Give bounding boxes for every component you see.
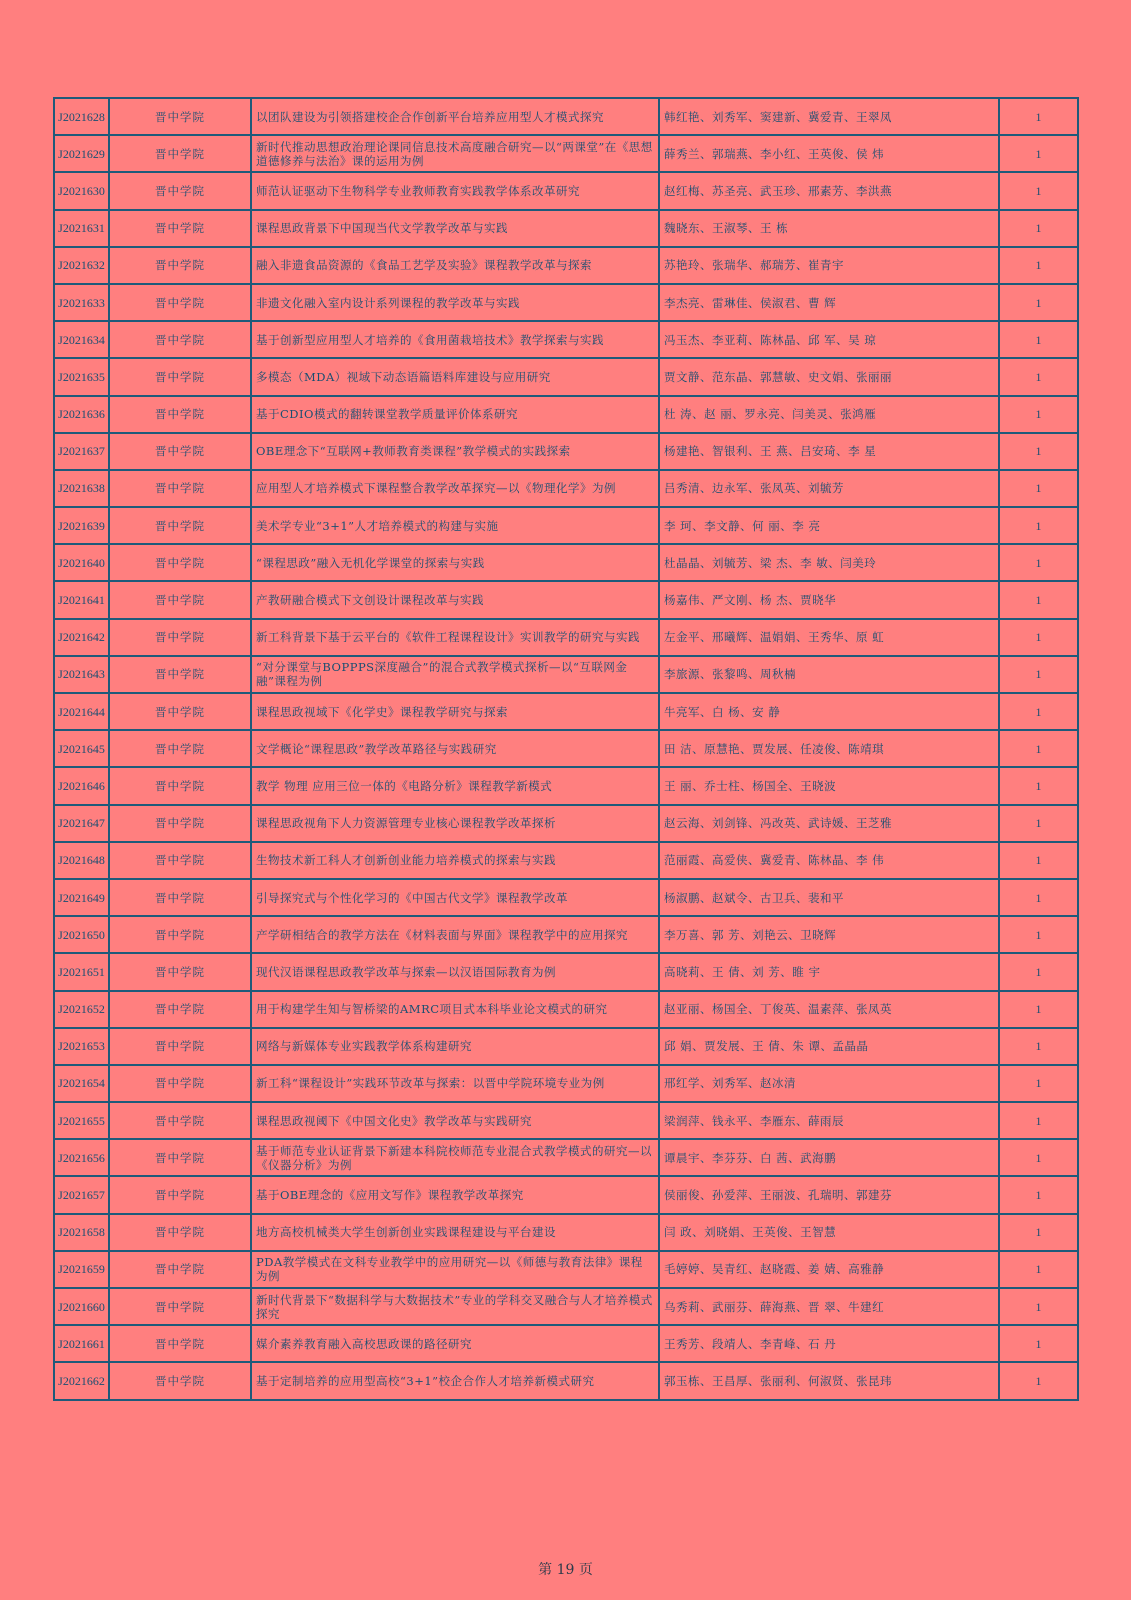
members-cell: 王秀芳、段靖人、李青峰、石 丹 (659, 1325, 999, 1362)
school-cell: 晋中学院 (109, 767, 251, 804)
project-title-cell: 基于CDIO模式的翻转课堂教学质量评价体系研究 (251, 396, 659, 433)
members-cell: 邢红学、刘秀军、赵冰清 (659, 1065, 999, 1102)
school-cell: 晋中学院 (109, 953, 251, 990)
project-title-cell: PDA教学模式在文科专业教学中的应用研究—以《师德与教育法律》课程为例 (251, 1251, 659, 1288)
project-title-cell: 用于构建学生知与智桥梁的AMRC项目式本科毕业论文模式的研究 (251, 991, 659, 1028)
project-title-cell: “对分课堂与BOPPPS深度融合”的混合式教学模式探析—以“互联网金融”课程为例 (251, 656, 659, 693)
project-title-cell: 引导探究式与个性化学习的《中国古代文学》课程教学改革 (251, 879, 659, 916)
school-cell: 晋中学院 (109, 1102, 251, 1139)
table-row (54, 1214, 1078, 1251)
table-row (54, 879, 1078, 916)
project-title-cell: 基于定制培养的应用型高校“3+1”校企合作人才培养新模式研究 (251, 1362, 659, 1399)
count-cell: 1 (999, 1325, 1078, 1362)
members-cell: 杨建艳、智银利、王 燕、吕安琦、李 星 (659, 433, 999, 470)
members-cell: 邱 娟、贾发展、王 倩、朱 谭、孟晶晶 (659, 1028, 999, 1065)
project-id-cell: J2021639 (54, 507, 109, 544)
count-cell: 1 (999, 433, 1078, 470)
project-title-cell: 产学研相结合的教学方法在《材料表面与界面》课程教学中的应用探究 (251, 916, 659, 953)
table-row (54, 842, 1078, 879)
project-id-cell: J2021653 (54, 1028, 109, 1065)
project-id-cell: J2021643 (54, 656, 109, 693)
project-id-cell: J2021631 (54, 210, 109, 247)
table-row (54, 991, 1078, 1028)
members-cell: 谭晨宇、李芬芬、白 茜、武海鹏 (659, 1139, 999, 1176)
project-title-cell: 生物技术新工科人才创新创业能力培养模式的探索与实践 (251, 842, 659, 879)
count-cell: 1 (999, 991, 1078, 1028)
project-id-cell: J2021654 (54, 1065, 109, 1102)
project-id-cell: J2021646 (54, 767, 109, 804)
school-cell: 晋中学院 (109, 879, 251, 916)
count-cell: 1 (999, 507, 1078, 544)
school-cell: 晋中学院 (109, 656, 251, 693)
table-row (54, 1288, 1078, 1325)
project-title-cell: 应用型人才培养模式下课程整合教学改革探究—以《物理化学》为例 (251, 470, 659, 507)
project-id-cell: J2021638 (54, 470, 109, 507)
project-id-cell: J2021660 (54, 1288, 109, 1325)
school-cell: 晋中学院 (109, 284, 251, 321)
count-cell: 1 (999, 1214, 1078, 1251)
table-row (54, 1065, 1078, 1102)
count-cell: 1 (999, 1102, 1078, 1139)
members-cell: 赵云海、刘剑锋、冯改英、武诗媛、王芝雅 (659, 805, 999, 842)
project-id-cell: J2021634 (54, 321, 109, 358)
table-row (54, 619, 1078, 656)
count-cell: 1 (999, 172, 1078, 209)
school-cell: 晋中学院 (109, 1362, 251, 1399)
school-cell: 晋中学院 (109, 1065, 251, 1102)
school-cell: 晋中学院 (109, 210, 251, 247)
school-cell: 晋中学院 (109, 581, 251, 618)
school-cell: 晋中学院 (109, 1028, 251, 1065)
members-cell: 郭玉栋、王昌厚、张丽利、何淑贤、张昆玮 (659, 1362, 999, 1399)
table-row (54, 396, 1078, 433)
project-title-cell: 媒介素养教育融入高校思政课的路径研究 (251, 1325, 659, 1362)
table-row (54, 1102, 1078, 1139)
table-row (54, 656, 1078, 693)
count-cell: 1 (999, 730, 1078, 767)
project-id-cell: J2021642 (54, 619, 109, 656)
school-cell: 晋中学院 (109, 470, 251, 507)
members-cell: 贾文静、范东晶、郭慧敏、史文娟、张丽丽 (659, 358, 999, 395)
count-cell: 1 (999, 470, 1078, 507)
members-cell: 牛亮军、白 杨、安 静 (659, 693, 999, 730)
table-row (54, 1176, 1078, 1213)
school-cell: 晋中学院 (109, 1176, 251, 1213)
project-title-cell: 课程思政视角下人力资源管理专业核心课程教学改革探析 (251, 805, 659, 842)
members-cell: 杜 涛、赵 丽、罗永亮、闫美灵、张鸿雁 (659, 396, 999, 433)
project-table-body (54, 98, 1078, 1400)
school-cell: 晋中学院 (109, 433, 251, 470)
project-title-cell: 课程思政背景下中国现当代文学教学改革与实践 (251, 210, 659, 247)
project-title-cell: 新时代背景下“数据科学与大数据技术”专业的学科交叉融合与人才培养模式探究 (251, 1288, 659, 1325)
count-cell: 1 (999, 396, 1078, 433)
school-cell: 晋中学院 (109, 135, 251, 172)
members-cell: 杨嘉伟、严文刚、杨 杰、贾晓华 (659, 581, 999, 618)
project-id-cell: J2021650 (54, 916, 109, 953)
table-row (54, 284, 1078, 321)
members-cell: 李万喜、郭 芳、刘艳云、卫晓辉 (659, 916, 999, 953)
project-id-cell: J2021636 (54, 396, 109, 433)
table-row (54, 321, 1078, 358)
table-row (54, 1139, 1078, 1176)
project-title-cell: 基于创新型应用型人才培养的《食用菌栽培技术》教学探索与实践 (251, 321, 659, 358)
school-cell: 晋中学院 (109, 1251, 251, 1288)
members-cell: 高晓莉、王 倩、刘 芳、睢 宇 (659, 953, 999, 990)
project-id-cell: J2021637 (54, 433, 109, 470)
school-cell: 晋中学院 (109, 730, 251, 767)
project-title-cell: 课程思政视域下《化学史》课程教学研究与探索 (251, 693, 659, 730)
table-row (54, 1362, 1078, 1399)
project-title-cell: 融入非遗食品资源的《食品工艺学及实验》课程教学改革与探索 (251, 247, 659, 284)
project-id-cell: J2021662 (54, 1362, 109, 1399)
project-id-cell: J2021630 (54, 172, 109, 209)
count-cell: 1 (999, 1028, 1078, 1065)
table-row (54, 1251, 1078, 1288)
school-cell: 晋中学院 (109, 1214, 251, 1251)
count-cell: 1 (999, 1065, 1078, 1102)
school-cell: 晋中学院 (109, 842, 251, 879)
project-id-cell: J2021657 (54, 1176, 109, 1213)
project-title-cell: 新工科“课程设计”实践环节改革与探索：以晋中学院环境专业为例 (251, 1065, 659, 1102)
members-cell: 冯玉杰、李亚莉、陈林晶、邱 军、吴 琼 (659, 321, 999, 358)
count-cell: 1 (999, 619, 1078, 656)
project-id-cell: J2021658 (54, 1214, 109, 1251)
count-cell: 1 (999, 358, 1078, 395)
school-cell: 晋中学院 (109, 1325, 251, 1362)
project-id-cell: J2021633 (54, 284, 109, 321)
count-cell: 1 (999, 767, 1078, 804)
count-cell: 1 (999, 1251, 1078, 1288)
project-title-cell: 基于OBE理念的《应用文写作》课程教学改革探究 (251, 1176, 659, 1213)
members-cell: 梁润萍、钱永平、李雁东、薛雨辰 (659, 1102, 999, 1139)
count-cell: 1 (999, 284, 1078, 321)
count-cell: 1 (999, 1176, 1078, 1213)
project-id-cell: J2021647 (54, 805, 109, 842)
project-title-cell: 多模态（MDA）视域下动态语篇语料库建设与应用研究 (251, 358, 659, 395)
table-row (54, 1028, 1078, 1065)
project-title-cell: 非遗文化融入室内设计系列课程的教学改革与实践 (251, 284, 659, 321)
table-row (54, 544, 1078, 581)
project-title-cell: 课程思政视阈下《中国文化史》教学改革与实践研究 (251, 1102, 659, 1139)
members-cell: 毛婷婷、吴青红、赵晓霞、姜 婧、高雅静 (659, 1251, 999, 1288)
count-cell: 1 (999, 916, 1078, 953)
table-row (54, 730, 1078, 767)
school-cell: 晋中学院 (109, 805, 251, 842)
project-title-cell: 现代汉语课程思政教学改革与探索—以汉语国际教育为例 (251, 953, 659, 990)
project-id-cell: J2021656 (54, 1139, 109, 1176)
page-number: 第 19 页 (538, 1562, 593, 1578)
table-row (54, 767, 1078, 804)
members-cell: 赵亚丽、杨国全、丁俊英、温素萍、张凤英 (659, 991, 999, 1028)
table-row (54, 172, 1078, 209)
count-cell: 1 (999, 656, 1078, 693)
members-cell: 田 洁、原慧艳、贾发展、任凌俊、陈靖琪 (659, 730, 999, 767)
members-cell: 杨淑鹏、赵斌令、古卫兵、裴和平 (659, 879, 999, 916)
count-cell: 1 (999, 581, 1078, 618)
table-row (54, 135, 1078, 172)
members-cell: 薛秀兰、郭瑞燕、李小红、王英俊、侯 炜 (659, 135, 999, 172)
project-title-cell: 师范认证驱动下生物科学专业教师教育实践教学体系改革研究 (251, 172, 659, 209)
school-cell: 晋中学院 (109, 321, 251, 358)
members-cell: 李杰亮、雷琳佳、侯淑君、曹 辉 (659, 284, 999, 321)
school-cell: 晋中学院 (109, 916, 251, 953)
school-cell: 晋中学院 (109, 98, 251, 135)
project-id-cell: J2021632 (54, 247, 109, 284)
count-cell: 1 (999, 1288, 1078, 1325)
project-title-cell: 以团队建设为引领搭建校企合作创新平台培养应用型人才模式探究 (251, 98, 659, 135)
project-id-cell: J2021628 (54, 98, 109, 135)
count-cell: 1 (999, 805, 1078, 842)
project-title-cell: 新工科背景下基于云平台的《软件工程课程设计》实训教学的研究与实践 (251, 619, 659, 656)
table-row (54, 805, 1078, 842)
members-cell: 闫 政、刘晓娟、王英俊、王智慧 (659, 1214, 999, 1251)
project-title-cell: 地方高校机械类大学生创新创业实践课程建设与平台建设 (251, 1214, 659, 1251)
table-row (54, 916, 1078, 953)
count-cell: 1 (999, 135, 1078, 172)
project-id-cell: J2021629 (54, 135, 109, 172)
members-cell: 魏晓东、王淑琴、王 栋 (659, 210, 999, 247)
school-cell: 晋中学院 (109, 544, 251, 581)
project-id-cell: J2021651 (54, 953, 109, 990)
project-title-cell: 教学 物理 应用三位一体的《电路分析》课程教学新模式 (251, 767, 659, 804)
table-row (54, 358, 1078, 395)
school-cell: 晋中学院 (109, 396, 251, 433)
project-id-cell: J2021652 (54, 991, 109, 1028)
count-cell: 1 (999, 210, 1078, 247)
members-cell: 左金平、邢曦辉、温娟娟、王秀华、原 虹 (659, 619, 999, 656)
project-title-cell: OBE理念下“互联网+教师教育类课程”教学模式的实践探索 (251, 433, 659, 470)
members-cell: 赵红梅、苏圣亮、武玉珍、邢素芳、李洪燕 (659, 172, 999, 209)
project-id-cell: J2021659 (54, 1251, 109, 1288)
project-id-cell: J2021641 (54, 581, 109, 618)
project-title-cell: 产教研融合模式下文创设计课程改革与实践 (251, 581, 659, 618)
table-row (54, 693, 1078, 730)
school-cell: 晋中学院 (109, 172, 251, 209)
school-cell: 晋中学院 (109, 619, 251, 656)
project-id-cell: J2021661 (54, 1325, 109, 1362)
project-title-cell: “课程思政”融入无机化学课堂的探索与实践 (251, 544, 659, 581)
project-id-cell: J2021649 (54, 879, 109, 916)
table-row (54, 953, 1078, 990)
project-id-cell: J2021644 (54, 693, 109, 730)
count-cell: 1 (999, 953, 1078, 990)
count-cell: 1 (999, 879, 1078, 916)
count-cell: 1 (999, 693, 1078, 730)
project-id-cell: J2021640 (54, 544, 109, 581)
members-cell: 乌秀莉、武丽芬、薛海燕、晋 翠、牛建红 (659, 1288, 999, 1325)
project-title-cell: 美术学专业“3+1”人才培养模式的构建与实施 (251, 507, 659, 544)
members-cell: 苏艳玲、张瑞华、郝瑞芳、崔青宇 (659, 247, 999, 284)
school-cell: 晋中学院 (109, 247, 251, 284)
school-cell: 晋中学院 (109, 1288, 251, 1325)
count-cell: 1 (999, 544, 1078, 581)
count-cell: 1 (999, 247, 1078, 284)
project-id-cell: J2021635 (54, 358, 109, 395)
school-cell: 晋中学院 (109, 693, 251, 730)
members-cell: 李旅源、张黎鸣、周秋楠 (659, 656, 999, 693)
count-cell: 1 (999, 98, 1078, 135)
table-row (54, 507, 1078, 544)
project-table (53, 97, 1079, 1401)
table-row (54, 210, 1078, 247)
count-cell: 1 (999, 842, 1078, 879)
members-cell: 韩红艳、刘秀军、窦建新、冀爱青、王翠凤 (659, 98, 999, 135)
project-title-cell: 网络与新媒体专业实践教学体系构建研究 (251, 1028, 659, 1065)
project-id-cell: J2021645 (54, 730, 109, 767)
project-id-cell: J2021648 (54, 842, 109, 879)
project-id-cell: J2021655 (54, 1102, 109, 1139)
school-cell: 晋中学院 (109, 507, 251, 544)
members-cell: 王 丽、乔士柱、杨国全、王晓波 (659, 767, 999, 804)
table-row (54, 1325, 1078, 1362)
project-title-cell: 基于师范专业认证背景下新建本科院校师范专业混合式教学模式的研究—以《仪器分析》为例 (251, 1139, 659, 1176)
table-row (54, 470, 1078, 507)
school-cell: 晋中学院 (109, 991, 251, 1028)
table-row (54, 247, 1078, 284)
count-cell: 1 (999, 1362, 1078, 1399)
members-cell: 范丽霞、高爱侠、冀爱青、陈林晶、李 伟 (659, 842, 999, 879)
count-cell: 1 (999, 321, 1078, 358)
school-cell: 晋中学院 (109, 358, 251, 395)
count-cell: 1 (999, 1139, 1078, 1176)
members-cell: 吕秀清、边永军、张凤英、刘毓芳 (659, 470, 999, 507)
project-title-cell: 新时代推动思想政治理论课同信息技术高度融合研究—以“两课堂”在《思想道德修养与法治》课的运用为例 (251, 135, 659, 172)
members-cell: 侯丽俊、孙爱萍、王丽波、孔瑞明、郭建芬 (659, 1176, 999, 1213)
school-cell: 晋中学院 (109, 1139, 251, 1176)
table-row (54, 433, 1078, 470)
table-row (54, 98, 1078, 135)
members-cell: 李 珂、李文静、何 丽、李 亮 (659, 507, 999, 544)
members-cell: 杜晶晶、刘毓芳、梁 杰、李 敏、闫美玲 (659, 544, 999, 581)
table-row (54, 581, 1078, 618)
project-title-cell: 文学概论“课程思政”教学改革路径与实践研究 (251, 730, 659, 767)
